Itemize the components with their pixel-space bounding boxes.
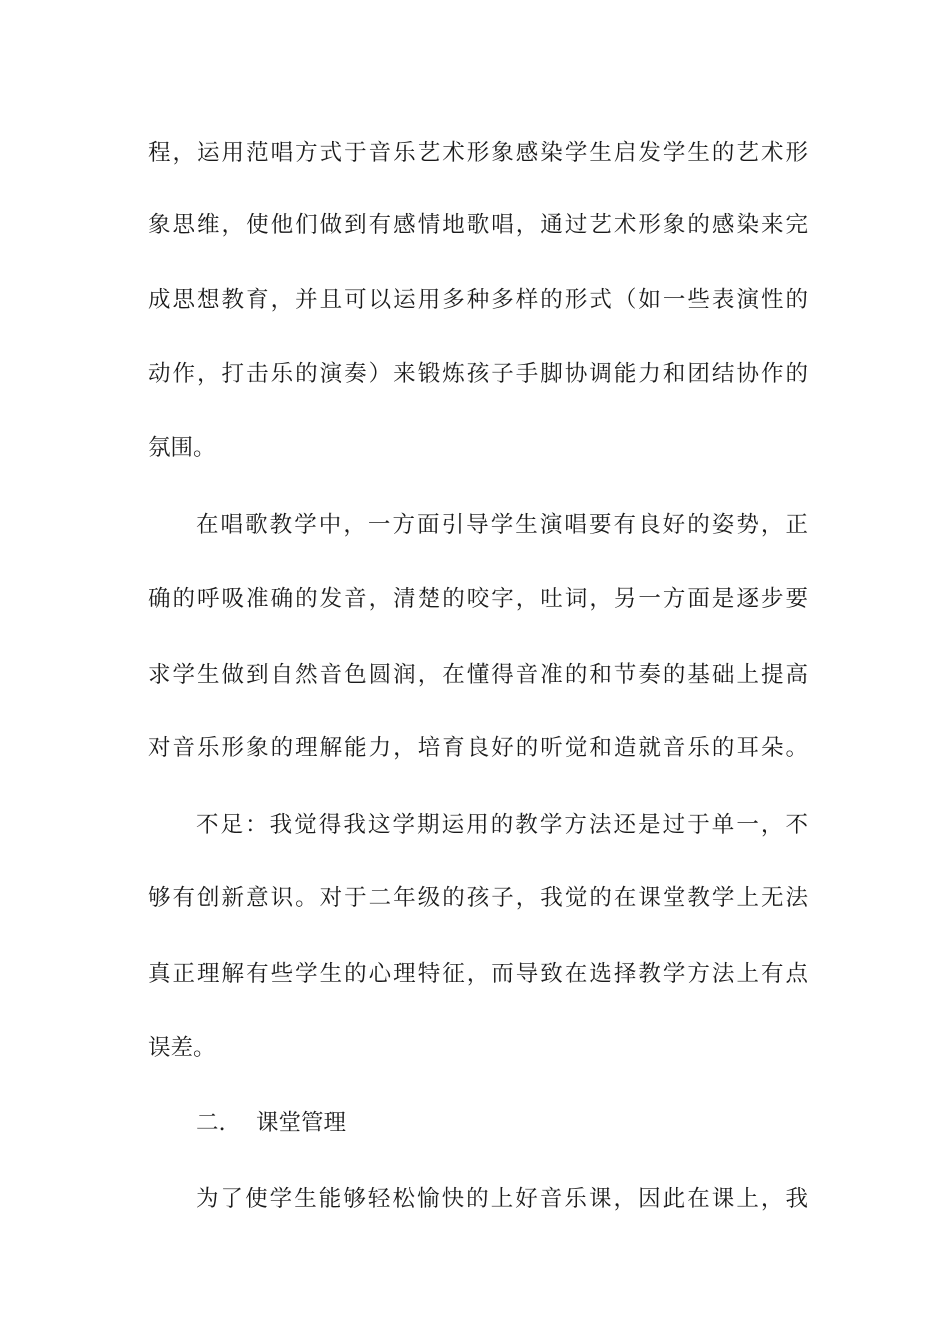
paragraph-3-line-2: 够有创新意识。对于二年级的孩子，我觉的在课堂教学上无法 bbox=[148, 885, 808, 911]
paragraph-1-line-2: 象思维，使他们做到有感情地歌唱，通过艺术形象的感染来完 bbox=[148, 212, 808, 238]
section-heading bbox=[196, 1103, 346, 1143]
paragraph-1-line-1: 程，运用范唱方式于音乐艺术形象感染学生启发学生的艺术形 bbox=[148, 140, 808, 166]
paragraph-1-line-4: 动作，打击乐的演奏）来锻炼孩子手脚协调能力和团结协作的 bbox=[148, 361, 808, 387]
paragraph-3-line-3: 真正理解有些学生的心理特征，而导致在选择教学方法上有点 bbox=[148, 961, 808, 987]
paragraph-2-line-3: 求学生做到自然音色圆润，在懂得音准的和节奏的基础上提高 bbox=[148, 662, 808, 688]
paragraph-1-line-3: 成思想教育，并且可以运用多种多样的形式（如一些表演性的 bbox=[148, 287, 808, 313]
paragraph-3-line-1: 不足：我觉得我这学期运用的教学方法还是过于单一，不 bbox=[196, 812, 808, 838]
paragraph-2-line-1: 在唱歌教学中，一方面引导学生演唱要有良好的姿势，正 bbox=[196, 512, 808, 538]
paragraph-4-line-1: 为了使学生能够轻松愉快的上好音乐课，因此在课上，我 bbox=[196, 1186, 808, 1212]
paragraph-1-line-5: 氛围。 bbox=[148, 435, 216, 461]
paragraph-2-line-4: 对音乐形象的理解能力，培育良好的听觉和造就音乐的耳朵。 bbox=[148, 735, 808, 761]
paragraph-2-line-2: 确的呼吸准确的发音，清楚的咬字，吐词，另一方面是逐步要 bbox=[148, 586, 808, 612]
section-heading-number: 二. bbox=[196, 1110, 226, 1136]
section-heading-title: 课堂管理 bbox=[256, 1110, 347, 1136]
paragraph-3-line-4: 误差。 bbox=[148, 1035, 216, 1061]
